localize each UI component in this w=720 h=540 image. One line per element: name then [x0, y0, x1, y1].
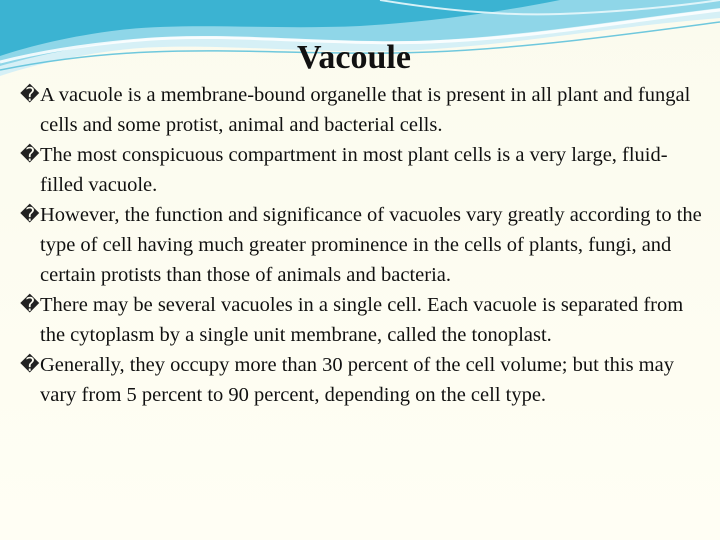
bullet-item: [20, 290, 710, 350]
bullet-text: The most conspicuous compartment in most plant cells is a very large, fluid-filled vacuole.: [40, 144, 668, 196]
bullet-icon: �: [20, 84, 40, 106]
bullet-icon: �: [20, 354, 40, 376]
slide-title: Vacoule: [297, 39, 411, 76]
bullet-item: [20, 350, 710, 410]
bullet-text: Generally, they occupy more than 30 percent of the cell volume; but this may vary from 5 percent to 90 percent, depending on the cell type.: [40, 354, 674, 406]
bullet-icon: �: [20, 294, 40, 316]
bullet-list: [20, 80, 710, 410]
bullet-item: [20, 80, 710, 140]
bullet-text: A vacuole is a membrane-bound organelle that is present in all plant and fungal cells and some protist, animal and bacterial cells.: [40, 84, 691, 136]
bullet-item: [20, 140, 710, 200]
bullet-item: [20, 200, 710, 290]
bullet-text: There may be several vacuoles in a single cell. Each vacuole is separated from the cytoplasm by a single unit membrane, called the tonoplast.: [40, 294, 684, 346]
bullet-icon: �: [20, 144, 40, 166]
bullet-text: However, the function and significance of vacuoles vary greatly according to the type of cell having much greater prominence in the cells of plants, fungi, and certain protists than those of animals and bacteria.: [40, 204, 702, 286]
bullet-icon: �: [20, 204, 40, 226]
